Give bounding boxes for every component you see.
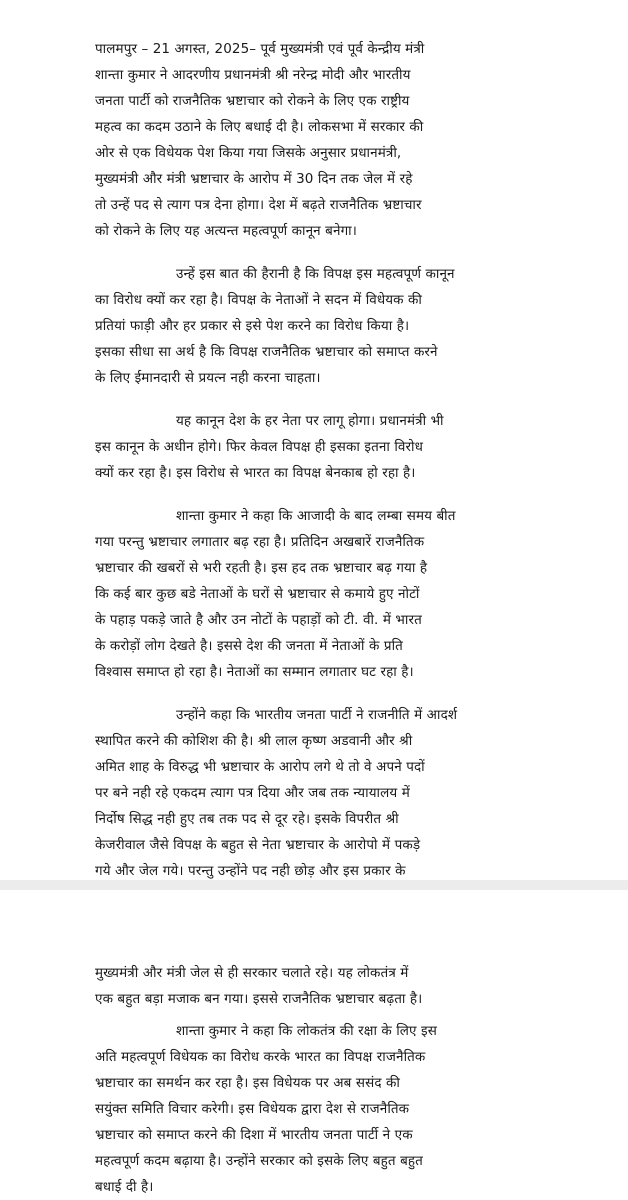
text-line: एक बहुत बड़ा मजाक बन गया। इससे राजनैतिक भ्रष्टाचार बढ़ता है। [95,991,423,1007]
text-line: महत्वपूर्ण कदम बढ़ाया है। उन्होंने सरकार को इसके लिए बहुत बहुत [95,1153,423,1169]
text-line: महत्व का कदम उठाने के लिए बधाई दी है। लोकसभा में सरकार की [95,119,424,135]
text-line: शान्ता कुमार ने कहा कि आजादी के बाद लम्बा समय बीत [176,508,456,524]
text-line: इसका सीधा सा अर्थ है कि विपक्ष राजनैतिक भ्रष्टाचार को समाप्त करने [95,344,438,360]
text-line: उन्होंने कहा कि भारतीय जनता पार्टी ने राजनीति में आदर्श [176,707,458,723]
text-line: पर बने नही रहे एकदम त्याग पत्र दिया और जब तक न्यायालय में [95,785,410,801]
text-line: उन्हें इस बात की हैरानी है कि विपक्ष इस महत्वपूर्ण कानून [176,266,455,282]
text-line: मुख्यमंत्री और मंत्री भ्रष्टाचार के आरोप में 30 दिन तक जेल में रहे [95,171,413,187]
text-line: के पहाड़ पकड़े जाते है और उन नोटों के पहाड़ों को टी. वी. में भारत [95,612,422,628]
text-line: केजरीवाल जैसे विपक्ष के बहुत से नेता भ्रष्टाचार के आरोपो में पकड़े [95,837,421,853]
text-line: मुख्यमंत्री और मंत्री जेल से ही सरकार चलाते रहे। यह लोकतंत्र में [95,965,409,981]
text-line: प्रतियां फाड़ी और हर प्रकार से इसे पेश करने का विरोध किया है। [95,318,410,334]
text-line: ओर से एक विधेयक पेश किया गया जिसके अनुसार प्रधानमंत्री, [95,145,402,161]
text-line: को रोकने के लिए यह अत्यन्त महत्वपूर्ण कानून बनेगा। [95,223,357,239]
text-line: निर्दोष सिद्ध नही हुए तब तक पद से दूर रहे। इसके विपरीत श्री [95,811,399,827]
text-line: सयुंक्त समिति विचार करेगी। इस विधेयक द्वारा देश से राजनैतिक [95,1101,410,1117]
text-line: तो उन्हें पद से त्याग पत्र देना होगा। देश में बढ़ते राजनैतिक भ्रष्टाचार [95,197,422,213]
text-line: इस कानून के अधीन होगे। फिर केवल विपक्ष ही इसका इतना विरोध [95,439,423,455]
text-line: गया परन्तु भ्रष्टाचार लगातार बढ़ रहा है। प्रतिदिन अखबारें राजनैतिक [95,534,425,550]
text-line: अति महत्वपूर्ण विधेयक का विरोध करके भारत का विपक्ष राजनैतिक [95,1049,426,1065]
text-line: विश्वास समाप्त हो रहा है। नेताओं का सम्मान लगातार घट रहा है। [95,664,414,680]
text-line: शान्ता कुमार ने आदरणीय प्रधानमंत्री श्री नरेन्द्र मोदी और भारतीय [95,67,411,83]
text-line: जनता पार्टी को राजनैतिक भ्रष्टाचार को रोकने के लिए एक राष्ट्रीय [95,93,410,109]
text-line: अमित शाह के विरुद्ध भी भ्रष्टाचार के आरोप लगे थे तो वे अपने पदों [95,759,425,775]
text-line: यह कानून देश के हर नेता पर लागू होगा। प्रधानमंत्री भी [176,413,444,429]
text-line: बधाई दी है। [95,1179,154,1195]
text-line: शान्ता कुमार ने कहा कि लोकतंत्र की रक्षा के लिए इस [176,1023,437,1039]
page-separator [0,880,628,890]
text-line: भ्रष्टाचार की खबरों से भरी रहती है। इस हद तक भ्रष्टाचार बढ़ गया है [95,560,428,576]
text-line: के करोड़ों लोग देखते है। इससे देश की जनता में नेताओं के प्रति [95,638,403,654]
text-line: के लिए ईमानदारी से प्रयत्न नही करना चाहता। [95,370,321,386]
text-line: क्यों कर रहा है। इस विरोध से भारत का विपक्ष बेनकाब हो रहा है। [95,465,416,481]
text-line: कि कई बार कुछ बडे नेताओं के घरों से भ्रष्टाचार से कमाये हुए नोटों [95,586,420,602]
text-line: का विरोध क्यों कर रहा है। विपक्ष के नेताओं ने सदन में विधेयक की [95,292,423,308]
document-page-2 [0,890,628,1200]
text-line: गये और जेल गये। परन्तु उन्होंने पद नही छोड़ और इस प्रकार के [95,863,406,879]
text-line: पालमपुर – 21 अगस्त, 2025– पूर्व मुख्यमंत्री एवं पूर्व केन्द्रीय मंत्री [95,41,425,57]
text-line: स्थापित करने की कोशिश की है। श्री लाल कृष्ण अडवानी और श्री [95,733,413,749]
text-line: भ्रष्टाचार को समाप्त करने की दिशा में भारतीय जनता पार्टी ने एक [95,1127,413,1143]
text-line: भ्रष्टाचार का समर्थन कर रहा है। इस विधेयक पर अब ससंद की [95,1075,400,1091]
